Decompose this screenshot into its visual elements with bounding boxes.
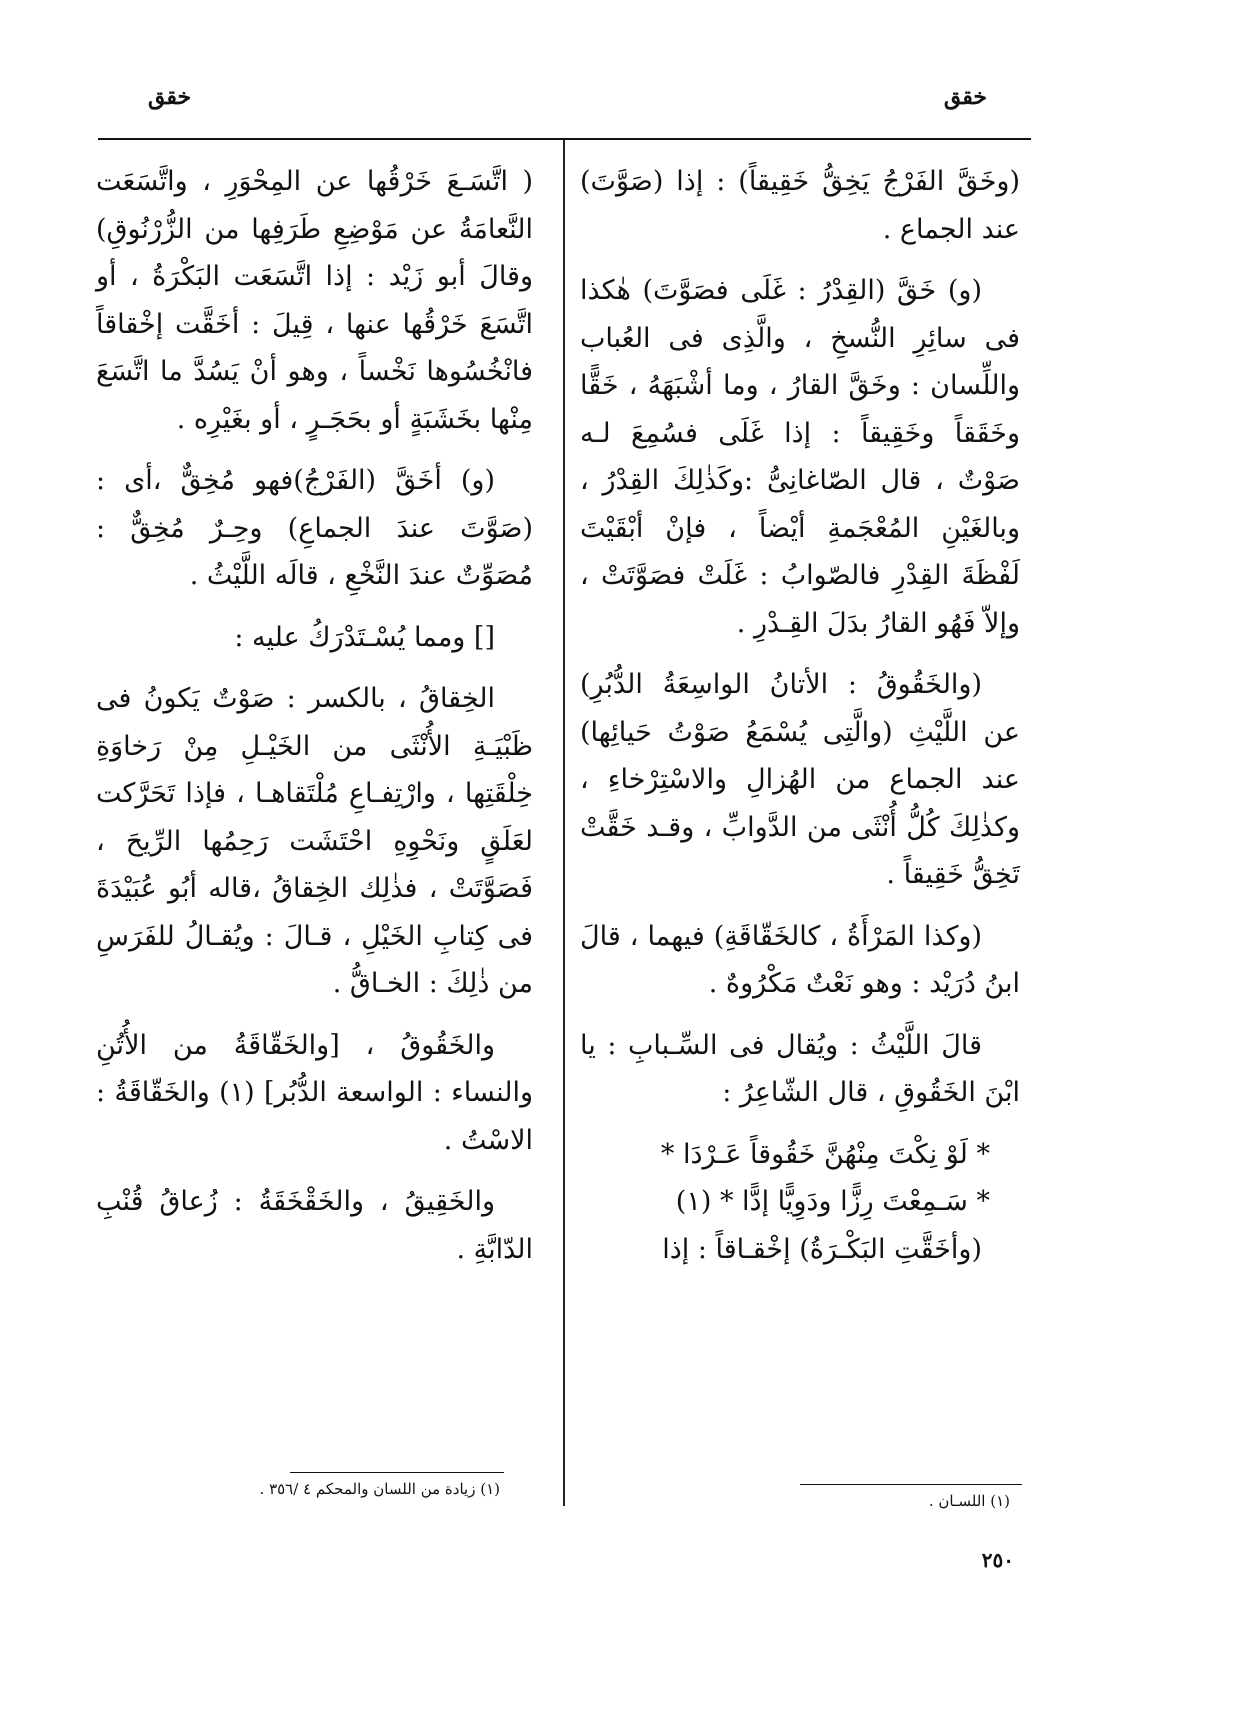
verse-line: * سَـمِعْتَ رِزًّا ودَوِيًّا إدًّا * (١) [675, 1186, 990, 1217]
column-divider [563, 140, 565, 1506]
running-head-right: خقق [943, 84, 987, 110]
entry-paragraph: (و) خَقَّ (القِدْرُ : غَلَى فصَوَّتَ) هٰكذا فى سائِرِ النُّسخِ ، والَّذِى فى العُباب واللِّسان : وخَقَّ القارُ ، وما أشْبَهَهُ ، خَقًّا وخَقَقاً وخَقِيقاً : إذا غَلَى فسُمِعَ لـه صَوْتٌ ، قال الصّاغانِىُّ :وكَذٰلِكَ القِدْرُ ، وبالغَيْنِ المُعْجَمةِ أيْضاً ، فإنْ أبْقَيْتَ لَفْظَةَ القِدْرِ فالصّوابُ : غَلَتْ فصَوَّتَتْ ، وإلاّ فَهُو القارُ بدَلَ القِـدْرِ . [580, 275, 1020, 639]
left-column [96, 158, 533, 1287]
footnote-rule-left [290, 1472, 504, 1473]
entry-paragraph: والخَقُوقُ ، [والخَقّاقَةُ من الأُتُنِ والنساء : الواسعة الدُّبُر] (١) والخَقّاقَةُ : الاسْتُ . [96, 1029, 533, 1156]
footnote-right: (١) اللسـان . [928, 1492, 1010, 1510]
verse-line: * لَوْ نِكْتَ مِنْهُنَّ خَقُوقاً عَـرْدَا * [660, 1138, 990, 1170]
footnote-rule-right [800, 1484, 1022, 1485]
entry-paragraph: (و) أخَقَّ (الفَرْجُ)فهو مُخِقٌّ ،أى : (صَوَّتَ عندَ الجماعِ) وحِـرٌ مُخِقٌّ : مُصَوِّتٌ عندَ النَّخْعِ ، قالَه اللَّيْثُ . [96, 465, 533, 591]
right-column [580, 158, 1020, 1287]
entry-paragraph: (وأخَقَّتِ البَكْـرَةُ) إخْقـاقاً : إذا [662, 1233, 982, 1265]
entry-paragraph: (وخَقَّ الفَرْجُ يَخِقُّ خَقِيقاً) : إذا (صَوَّتَ) عند الجماع . [580, 166, 1020, 245]
entry-paragraph: (وكذا المَرْأَةُ ، كالخَقّاقَةِ) فيهما ، قالَ ابنُ دُرَيْد : وهو نَعْتٌ مَكْرُوهٌ . [580, 920, 1020, 999]
page-number: ٢٥٠ [981, 1548, 1014, 1572]
entry-paragraph: والخَقِيقُ ، والخَقْخَقَةُ : زُعاقُ قُنْبِ الدّابَّةِ . [96, 1186, 533, 1265]
entry-paragraph: (والخَقُوقُ : الأتانُ الواسِعَةُ الدُّبُرِ) عن اللَّيْثِ (والَّتِى يُسْمَعُ صَوْتُ حَيائِها) عند الجماع من الهُزالِ والاسْتِرْخاءِ ، وكذٰلِكَ كُلُّ أُنْثَى من الدَّوابِّ ، وقـد خَقَّتْ تَخِقُّ خَقِيقاً . [580, 669, 1020, 890]
entry-paragraph: ( اتَّسَـعَ خَرْقُها عن المِحْوَرِ ، واتَّسَعَت النَّعامَةُ عن مَوْضِعِ طَرَفِها من الزُّرْنُوقِ) وقالَ أبو زَيْد : إذا اتَّسَعَت البَكْرَةُ ، أو اتَّسَعَ خَرْقُها عنها ، قِيلَ : أخَقَّت إخْقاقاً فانْخُسُوها نَخْساً ، وهو أنْ يَسُدَّ ما اتَّسَعَ مِنْها بخَشَبَةٍ أو بحَجَـرٍ ، أو بغَيْرِه . [96, 166, 533, 435]
running-head-left: خقق [148, 84, 192, 110]
entry-paragraph: قالَ اللَّيْثُ : ويُقال فى السِّـبابِ : يا ابْنَ الخَقُوقِ ، قال الشّاعِرُ : [580, 1029, 1020, 1108]
footnote-left: (١) زيادة من اللسان والمحكم ٤ /٣٥٦ . [259, 1480, 500, 1498]
addendum-heading: [] ومما يُسْـتَدْرَكُ عليه : [234, 621, 495, 653]
entry-paragraph: الخِقاقُ ، بالكسر : صَوْتٌ يَكونُ فى ظَبْيَـةِ الأُنْثَى من الخَيْـلِ مِنْ رَخاوَةِ خِلْقَتِها ، وارْتِفـاعِ مُلْتَقاهـا ، فإذا تَحَرَّكت لعَلَقٍ ونَحْوِهِ احْتَشَت رَحِمُها الرِّيحَ ، فَصَوَّتَتْ ، فذٰلِك الخِقاقُ ،قاله أبُو عُبَيْدَةَ فى كِتابِ الخَيْلِ ، قـالَ : ويُقـالُ للفَرَسِ من ذٰلِكَ : الخـاقُّ . [96, 683, 533, 999]
